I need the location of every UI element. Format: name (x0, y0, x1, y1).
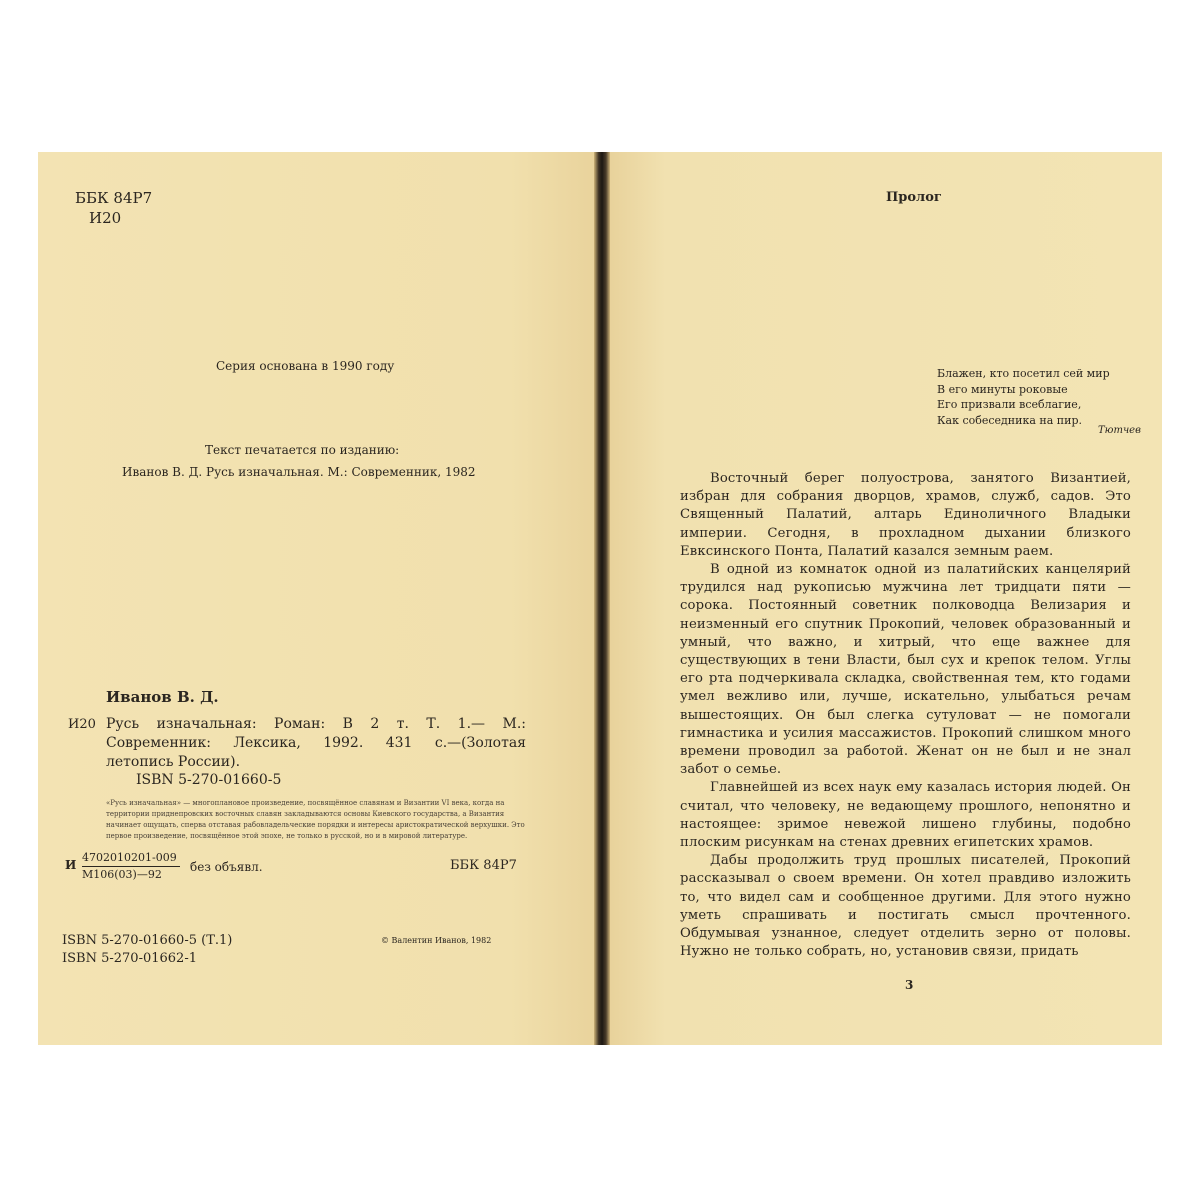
edition-note-line1: Текст печатается по изданию: (205, 443, 400, 457)
fraction-prefix: И (65, 858, 77, 872)
paragraph: Главнейшей из всех наук ему казалась история людей. Он считал, что человеку, не ведающему прошлого, непонятно и настоящее: зримое невежой лишено глубины, подобно плоским рисункам на стенах древних египетских храмов. (680, 780, 1131, 851)
no-price-note: без объявл. (190, 860, 263, 874)
isbn-line-1: ISBN 5-270-01660-5 (Т.1) (62, 933, 233, 948)
right-page (610, 152, 1162, 1045)
paragraph: В одной из комнаток одной из палатийских канцелярий трудился над рукописью мужчина лет тридцати пяти — сорока. Постоянный советник полководца Велизария и неизменный его спутник Прокопий, человек образованный и умный, что важно, и хитрый, что еще важнее для существующих в тени Власти, был сух и крепок телом. Углы его рта подчеркивала складка, свойственная тем, кто годами умел вежливо или, лучше, искательно, улыбаться речам вышестоящих. Он был слегка сутуловат — не помогали гимнастика и усилия массажистов. Прокопий слишком много времени проводил за работой. Женат он не был и не знал забот о семье. (680, 562, 1131, 778)
left-page (38, 152, 594, 1045)
fraction-denominator: М106(03)—92 (82, 868, 162, 881)
catalog-bibliography: Русь изначальная: Роман: В 2 т. Т. 1.— М.: Современник: Лексика, 1992. 431 с.—(Золотая летопись России). (106, 716, 526, 770)
fraction-line (82, 866, 180, 867)
fraction-numerator: 4702010201-009 (82, 851, 177, 864)
epigraph-author: Тютчев (1098, 425, 1141, 436)
catalog-annotation: «Русь изначальная» — многоплановое произведение, посвящённое славянам и Византии VI века, когда на территории приднепровских восточных славян закладываются основы Киевского государства, а Византия начинает ощущать, сперва отставая рабовладельческие порядки и интересы аристократической верхушки. Это первое произведение, посвящённое этой эпохе, не только в русской, но и в мировой литературе. (106, 799, 525, 840)
copyright: © Валентин Иванов, 1982 (381, 936, 492, 945)
isbn-line-2: ISBN 5-270-01662-1 (62, 951, 197, 966)
bbk-code-bottom: ББК 84Р7 (450, 858, 517, 873)
chapter-heading: Пролог (886, 190, 942, 205)
paragraph: Дабы продолжить труд прошлых писателей, Прокопий рассказывал о своем времени. Он хотел правдиво изложить то, что видел сам и сообщенное другими. Для этого нужно уметь спрашивать и постигать смысл прочтенного. Обдумывая узнанное, следует отделить зерно от половы. Нужно не только собрать, но, установив связи, придать (680, 853, 1131, 960)
book-spread (38, 152, 1162, 1045)
edition-note-line2: Иванов В. Д. Русь изначальная. М.: Современник, 1982 (122, 465, 476, 479)
bbk-code-top: ББК 84Р7 И20 (75, 189, 153, 227)
book-gutter (594, 152, 610, 1045)
page-number: 3 (905, 978, 914, 992)
body-text (680, 470, 1131, 961)
series-note: Серия основана в 1990 году (216, 359, 395, 373)
catalog-code: И20 (68, 717, 96, 732)
epigraph: Блажен, кто посетил сей мир В его минуты роковые Его призвали всеблагие, Как собеседника на пир. (937, 367, 1110, 427)
catalog-isbn: ISBN 5-270-01660-5 (136, 772, 282, 788)
paragraph: Восточный берег полуострова, занятого Византией, избран для собрания дворцов, храмов, служб, садов. Это Священный Палатий, алтарь Единоличного Владыки империи. Сегодня, в прохладном дыхании близкого Евксинского Понта, Палатий казался земным раем. (680, 471, 1131, 559)
catalog-author: Иванов В. Д. (106, 688, 219, 706)
